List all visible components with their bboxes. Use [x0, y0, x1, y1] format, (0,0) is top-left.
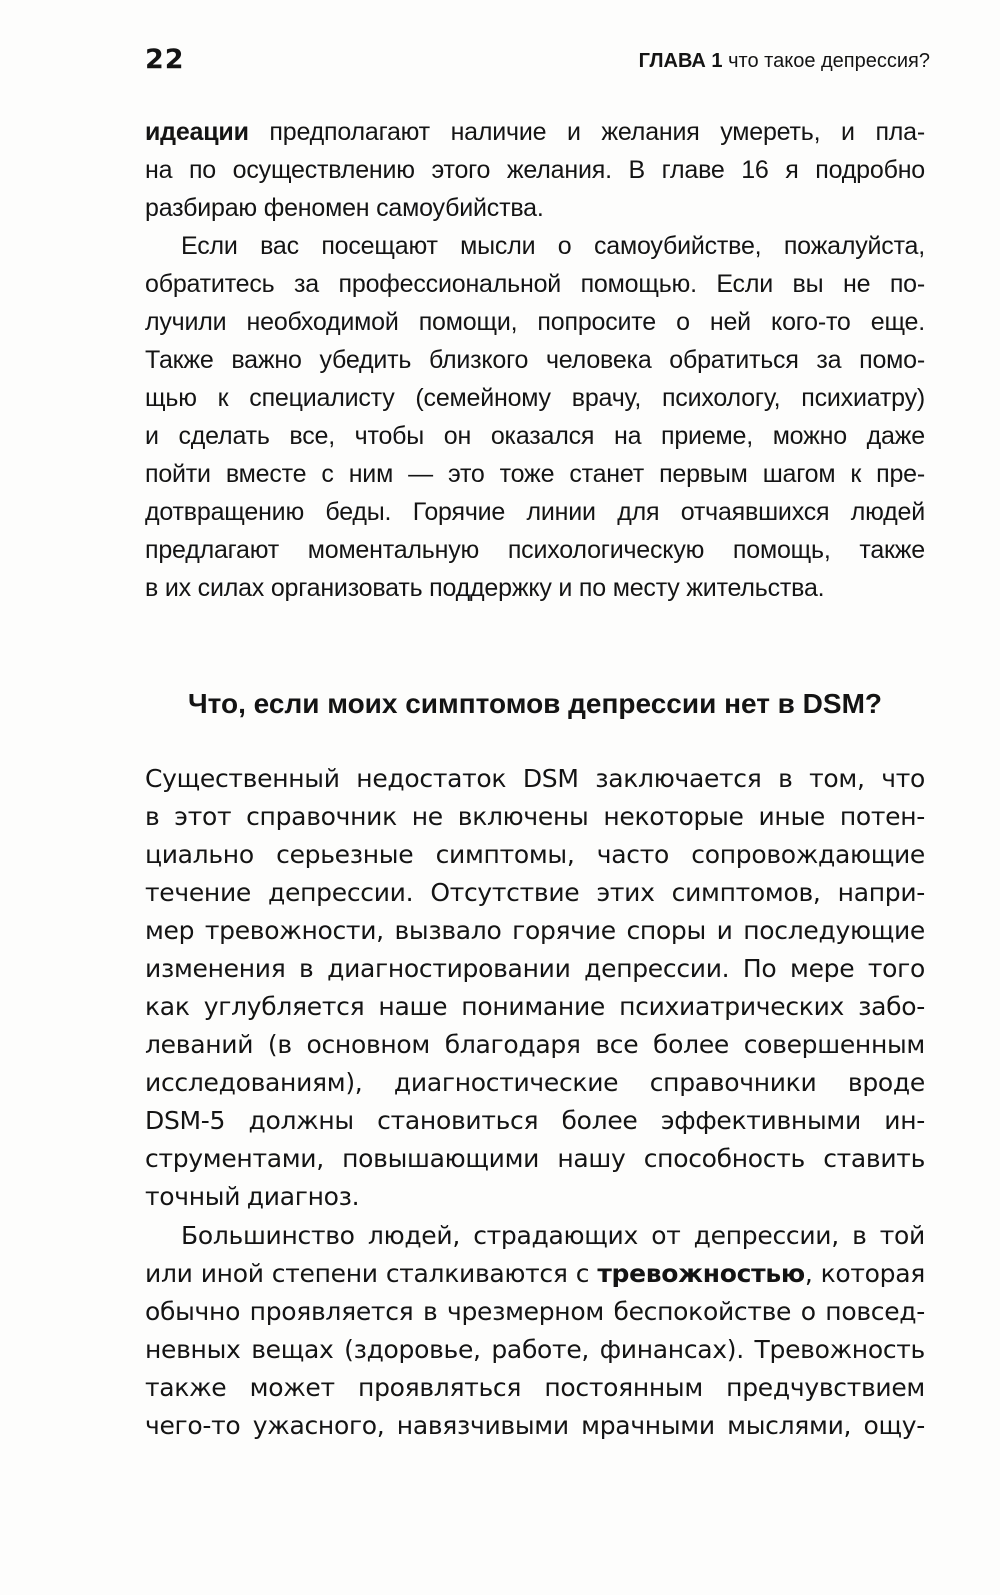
text-line: обратитесь за профессиональной помощью. Если вы не по-	[145, 270, 925, 298]
bold-term: идеации	[145, 118, 249, 146]
text-line: Если вас посещают мысли о самоубийстве, пожалуйста,	[181, 232, 925, 260]
paragraph-suicide-help	[145, 227, 925, 607]
text-line: разбираю феномен самоубийства.	[145, 194, 544, 222]
page-header	[145, 44, 930, 80]
text-line: DSM-5 должны становиться более эффективными ин-	[145, 1106, 925, 1135]
text-line: в этот справочник не включены некоторые иные потен-	[145, 802, 925, 831]
text-line: также может проявляться постоянным предчувствием	[145, 1373, 925, 1402]
text-line: щью к специалисту (семейному врачу, психологу, психиатру)	[145, 384, 925, 412]
running-head	[639, 50, 930, 73]
text-line: Существенный недостаток DSM заключается в том, что	[145, 764, 925, 793]
text-line: точный диагноз.	[145, 1182, 360, 1211]
text-line: в их силах организовать поддержку и по месту жительства.	[145, 574, 825, 602]
text-line: идеации предполагают наличие и желания умереть, и пла-	[145, 118, 925, 146]
text-line: пойти вместе с ним — это тоже станет первым шагом к пре-	[145, 460, 925, 488]
text-line: изменения в диагностировании депрессии. По мере того	[145, 954, 925, 983]
text-line: мер тревожности, вызвало горячие споры и последующие	[145, 916, 925, 945]
text-line: или иной степени сталкиваются с тревожностью, которая	[145, 1259, 925, 1288]
text-line: и сделать все, чтобы он оказался на приеме, можно даже	[145, 422, 925, 450]
chapter-label: ГЛАВА 1	[638, 50, 723, 72]
text-line: на по осуществлению этого желания. В главе 16 я подробно	[145, 156, 925, 184]
text-line: течение депрессии. Отсутствие этих симптомов, напри-	[145, 878, 925, 907]
text-line: исследованиям), диагностические справочники вроде	[145, 1068, 925, 1097]
text-line: предлагают моментальную психологическую помощь, также	[145, 536, 925, 564]
text-line: как углубляется наше понимание психиатрических забо-	[145, 992, 925, 1021]
paragraph-continued	[145, 113, 925, 227]
page-number: 22	[145, 44, 185, 75]
chapter-title: что такое депрессия?	[728, 50, 930, 72]
text-line: чего-то ужасного, навязчивыми мрачными мыслями, ощу-	[145, 1411, 925, 1440]
text-line: леваний (в основном благодаря все более совершенным	[145, 1030, 925, 1059]
text-line: дотвращению беды. Горячие линии для отчаявшихся людей	[145, 498, 925, 526]
text-line: струментами, повышающими нашу способность ставить	[145, 1144, 925, 1173]
section-heading: Что, если моих симптомов депрессии нет в DSM?	[187, 688, 882, 719]
text-line: лучили необходимой помощи, попросите о ней кого-то еще.	[145, 308, 925, 336]
text-line: Также важно убедить близкого человека обратиться за помо-	[145, 346, 925, 374]
paragraph-anxiety	[145, 1217, 925, 1445]
text-line: Большинство людей, страдающих от депрессии, в той	[181, 1221, 925, 1250]
text-line: обычно проявляется в чрезмерном беспокойстве о повсед-	[145, 1297, 925, 1326]
bold-term: тревожностью	[597, 1259, 805, 1288]
text-line: циально серьезные симптомы, часто сопровождающие	[145, 840, 925, 869]
paragraph-dsm	[145, 760, 925, 1216]
text-line: невных вещах (здоровье, работе, финансах). Тревожность	[145, 1335, 925, 1364]
